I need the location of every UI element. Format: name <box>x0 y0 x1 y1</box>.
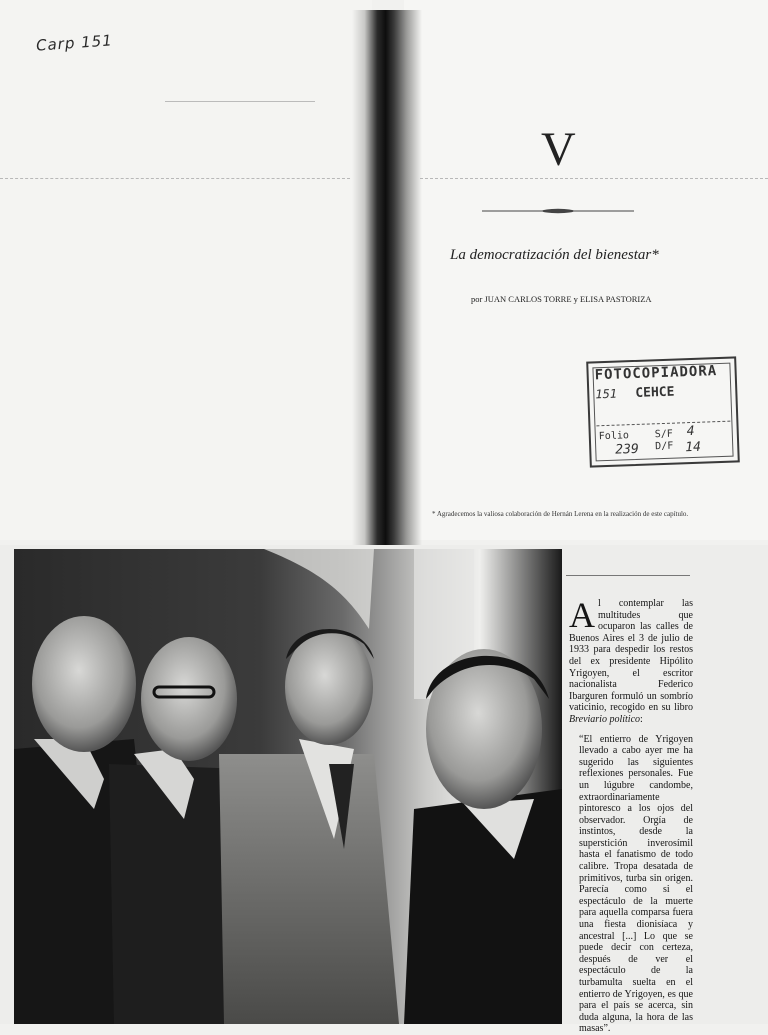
article-body <box>569 595 693 1035</box>
faint-rule <box>165 101 315 102</box>
photograph <box>14 549 562 1024</box>
drop-cap: A <box>569 595 595 635</box>
paragraph-text: l contemplar las multitudes que ocuparon las calles de Buenos Aires el 3 de julio de 1933 para despedir los restos del ex presidente Hipólito Yrigoyen, el escritor nacionalista Federico Ibarguren formuló un sombrío vaticinio, recogido en su libro <box>569 598 693 714</box>
stamp-df-label: D/F <box>655 440 674 453</box>
chapter-title: La democratización del bienestar* <box>450 247 659 263</box>
book-title: Breviario político <box>569 713 641 725</box>
chapter-byline: por JUAN CARLOS TORRE y ELISA PASTORIZA <box>471 294 652 304</box>
scan-dash-line-right <box>420 178 768 179</box>
chapter-numeral: V <box>541 123 576 176</box>
column-top-rule <box>566 575 690 576</box>
stamp-folio-number: 239 <box>615 441 640 458</box>
left-page-top <box>0 0 372 540</box>
stamp-label: CEHCE <box>635 384 675 401</box>
scan-dash-line-left <box>0 178 350 179</box>
stamp-number: 151 <box>595 386 618 402</box>
archive-stamp <box>586 356 740 467</box>
stamp-hand-sf: 4 <box>686 423 695 440</box>
photo-four-men-icon <box>14 549 562 1024</box>
book-gutter <box>352 10 422 545</box>
block-quote: “El entierro de Yrigoyen llevado a cabo ayer me ha sugerido las siguientes reflexiones personales. Fue un lúgubre candombe, extraordinariamente pintoresco a los ojos del observador. Orgía de instintos, desde la superstición inverosímil hasta el fanatismo de todo calibre. Tropa desatada de primitivos, turba sin origen. Parecía como si el espectáculo de la muerte para aquella comparsa fuera una fiesta dionisíaca y ancestral [...] Lo que se puede decir con certeza, después de ver el espectáculo de la turbamulta suelta en el entierro de Yrigoyen, es que para el país se acerca, sin duda alguna, la hora de las masas”. <box>579 733 693 1035</box>
footnote: * Agradecemos la valiosa colaboración de Hernán Lerena en la realización de este capítulo. <box>432 510 689 518</box>
stamp-hand-df: 14 <box>684 439 702 456</box>
stamp-sf-label: S/F <box>654 428 674 441</box>
stamp-line1: FOTOCOPIADORA <box>594 363 718 384</box>
stamp-folio-label: Folio <box>598 430 630 443</box>
paragraph-end: : <box>640 713 643 725</box>
handwritten-note: Carp 151 <box>35 31 114 55</box>
ornament-rule-icon <box>482 208 634 214</box>
